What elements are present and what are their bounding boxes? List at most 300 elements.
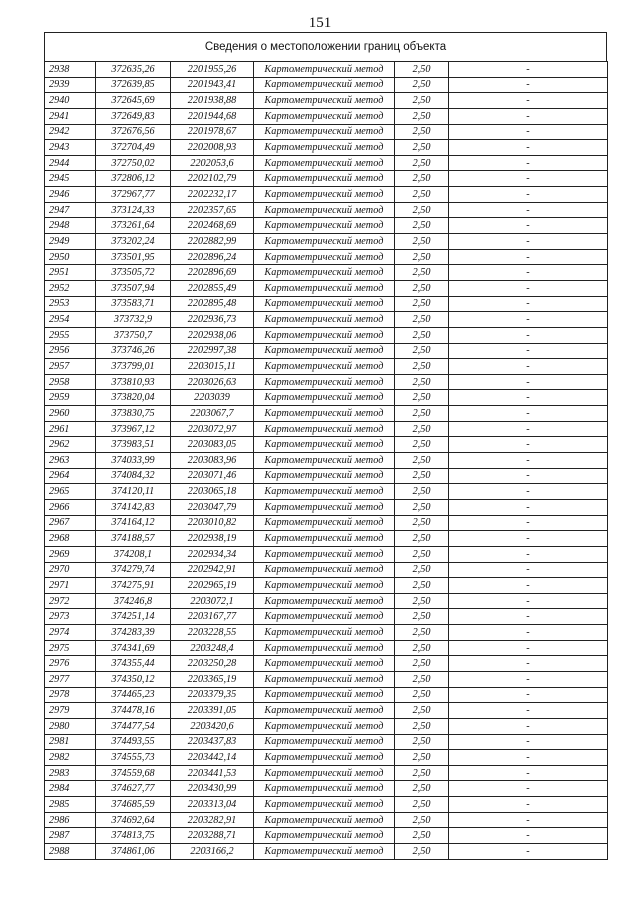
x-coordinate-cell: 372704,49 bbox=[96, 140, 171, 156]
description-cell: - bbox=[449, 640, 608, 656]
x-coordinate-cell: 373501,95 bbox=[96, 249, 171, 265]
method-cell: Картометрический метод bbox=[254, 202, 395, 218]
table-row bbox=[45, 578, 608, 594]
point-number-cell: 2946 bbox=[45, 187, 96, 203]
description-cell: - bbox=[449, 718, 608, 734]
table-row bbox=[45, 703, 608, 719]
y-coordinate-cell: 2203313,04 bbox=[171, 797, 254, 813]
method-cell: Картометрический метод bbox=[254, 406, 395, 422]
description-cell: - bbox=[449, 359, 608, 375]
description-cell: - bbox=[449, 625, 608, 641]
table-row bbox=[45, 781, 608, 797]
table-row bbox=[45, 437, 608, 453]
point-number-cell: 2977 bbox=[45, 671, 96, 687]
point-number-cell: 2951 bbox=[45, 265, 96, 281]
table-row bbox=[45, 765, 608, 781]
y-coordinate-cell: 2203248,4 bbox=[171, 640, 254, 656]
description-cell: - bbox=[449, 781, 608, 797]
table-row bbox=[45, 546, 608, 562]
description-cell: - bbox=[449, 77, 608, 93]
x-coordinate-cell: 373967,12 bbox=[96, 421, 171, 437]
method-cell: Картометрический метод bbox=[254, 280, 395, 296]
page-number: 151 bbox=[308, 15, 332, 31]
x-coordinate-cell: 374477,54 bbox=[96, 718, 171, 734]
method-cell: Картометрический метод bbox=[254, 515, 395, 531]
method-cell: Картометрический метод bbox=[254, 155, 395, 171]
x-coordinate-cell: 373124,33 bbox=[96, 202, 171, 218]
description-cell: - bbox=[449, 734, 608, 750]
y-coordinate-cell: 2202882,99 bbox=[171, 234, 254, 250]
accuracy-cell: 2,50 bbox=[395, 108, 449, 124]
accuracy-cell: 2,50 bbox=[395, 171, 449, 187]
description-cell: - bbox=[449, 280, 608, 296]
description-cell: - bbox=[449, 93, 608, 109]
point-number-cell: 2954 bbox=[45, 312, 96, 328]
table-row bbox=[45, 155, 608, 171]
point-number-cell: 2958 bbox=[45, 374, 96, 390]
table-row bbox=[45, 640, 608, 656]
accuracy-cell: 2,50 bbox=[395, 531, 449, 547]
table-row bbox=[45, 202, 608, 218]
point-number-cell: 2960 bbox=[45, 406, 96, 422]
point-number-cell: 2944 bbox=[45, 155, 96, 171]
y-coordinate-cell: 2203039 bbox=[171, 390, 254, 406]
table-row bbox=[45, 734, 608, 750]
x-coordinate-cell: 374084,32 bbox=[96, 468, 171, 484]
y-coordinate-cell: 2203288,71 bbox=[171, 828, 254, 844]
x-coordinate-cell: 373505,72 bbox=[96, 265, 171, 281]
y-coordinate-cell: 2202895,48 bbox=[171, 296, 254, 312]
description-cell: - bbox=[449, 812, 608, 828]
y-coordinate-cell: 2203430,99 bbox=[171, 781, 254, 797]
table-row bbox=[45, 499, 608, 515]
table-row bbox=[45, 296, 608, 312]
y-coordinate-cell: 2203065,18 bbox=[171, 484, 254, 500]
point-number-cell: 2959 bbox=[45, 390, 96, 406]
table-row bbox=[45, 515, 608, 531]
method-cell: Картометрический метод bbox=[254, 218, 395, 234]
table-row bbox=[45, 625, 608, 641]
method-cell: Картометрический метод bbox=[254, 656, 395, 672]
table-row bbox=[45, 390, 608, 406]
description-cell: - bbox=[449, 671, 608, 687]
description-cell: - bbox=[449, 343, 608, 359]
method-cell: Картометрический метод bbox=[254, 609, 395, 625]
table-row bbox=[45, 234, 608, 250]
point-number-cell: 2974 bbox=[45, 625, 96, 641]
point-number-cell: 2970 bbox=[45, 562, 96, 578]
accuracy-cell: 2,50 bbox=[395, 359, 449, 375]
x-coordinate-cell: 374120,11 bbox=[96, 484, 171, 500]
description-cell: - bbox=[449, 797, 608, 813]
x-coordinate-cell: 374559,68 bbox=[96, 765, 171, 781]
x-coordinate-cell: 374692,64 bbox=[96, 812, 171, 828]
y-coordinate-cell: 2203071,46 bbox=[171, 468, 254, 484]
x-coordinate-cell: 374478,16 bbox=[96, 703, 171, 719]
method-cell: Картометрический метод bbox=[254, 797, 395, 813]
table-title: Сведения о местоположении границ объекта bbox=[44, 32, 607, 61]
y-coordinate-cell: 2203250,28 bbox=[171, 656, 254, 672]
accuracy-cell: 2,50 bbox=[395, 515, 449, 531]
description-cell: - bbox=[449, 453, 608, 469]
method-cell: Картометрический метод bbox=[254, 703, 395, 719]
y-coordinate-cell: 2203228,55 bbox=[171, 625, 254, 641]
x-coordinate-cell: 372649,83 bbox=[96, 108, 171, 124]
x-coordinate-cell: 374813,75 bbox=[96, 828, 171, 844]
accuracy-cell: 2,50 bbox=[395, 327, 449, 343]
point-number-cell: 2940 bbox=[45, 93, 96, 109]
method-cell: Картометрический метод bbox=[254, 828, 395, 844]
table-row bbox=[45, 562, 608, 578]
y-coordinate-cell: 2202942,91 bbox=[171, 562, 254, 578]
y-coordinate-cell: 2202938,06 bbox=[171, 327, 254, 343]
point-number-cell: 2938 bbox=[45, 62, 96, 78]
accuracy-cell: 2,50 bbox=[395, 844, 449, 860]
accuracy-cell: 2,50 bbox=[395, 77, 449, 93]
y-coordinate-cell: 2202934,34 bbox=[171, 546, 254, 562]
y-coordinate-cell: 2202938,19 bbox=[171, 531, 254, 547]
x-coordinate-cell: 372635,26 bbox=[96, 62, 171, 78]
y-coordinate-cell: 2202936,73 bbox=[171, 312, 254, 328]
x-coordinate-cell: 374033,99 bbox=[96, 453, 171, 469]
y-coordinate-cell: 2203437,83 bbox=[171, 734, 254, 750]
method-cell: Картометрический метод bbox=[254, 671, 395, 687]
accuracy-cell: 2,50 bbox=[395, 687, 449, 703]
table-row bbox=[45, 750, 608, 766]
point-number-cell: 2966 bbox=[45, 499, 96, 515]
description-cell: - bbox=[449, 515, 608, 531]
x-coordinate-cell: 372750,02 bbox=[96, 155, 171, 171]
y-coordinate-cell: 2203167,77 bbox=[171, 609, 254, 625]
accuracy-cell: 2,50 bbox=[395, 703, 449, 719]
description-cell: - bbox=[449, 421, 608, 437]
x-coordinate-cell: 374251,14 bbox=[96, 609, 171, 625]
point-number-cell: 2983 bbox=[45, 765, 96, 781]
y-coordinate-cell: 2201943,41 bbox=[171, 77, 254, 93]
accuracy-cell: 2,50 bbox=[395, 202, 449, 218]
method-cell: Картометрический метод bbox=[254, 765, 395, 781]
method-cell: Картометрический метод bbox=[254, 374, 395, 390]
y-coordinate-cell: 2203282,91 bbox=[171, 812, 254, 828]
table-row bbox=[45, 124, 608, 140]
description-cell: - bbox=[449, 406, 608, 422]
y-coordinate-cell: 2202102,79 bbox=[171, 171, 254, 187]
method-cell: Картометрический метод bbox=[254, 750, 395, 766]
y-coordinate-cell: 2203072,97 bbox=[171, 421, 254, 437]
method-cell: Картометрический метод bbox=[254, 781, 395, 797]
point-number-cell: 2947 bbox=[45, 202, 96, 218]
y-coordinate-cell: 2202232,17 bbox=[171, 187, 254, 203]
x-coordinate-cell: 374142,83 bbox=[96, 499, 171, 515]
accuracy-cell: 2,50 bbox=[395, 296, 449, 312]
table-row bbox=[45, 218, 608, 234]
x-coordinate-cell: 374861,06 bbox=[96, 844, 171, 860]
method-cell: Картометрический метод bbox=[254, 421, 395, 437]
y-coordinate-cell: 2202468,69 bbox=[171, 218, 254, 234]
accuracy-cell: 2,50 bbox=[395, 718, 449, 734]
accuracy-cell: 2,50 bbox=[395, 640, 449, 656]
x-coordinate-cell: 374350,12 bbox=[96, 671, 171, 687]
y-coordinate-cell: 2202053,6 bbox=[171, 155, 254, 171]
y-coordinate-cell: 2201955,26 bbox=[171, 62, 254, 78]
method-cell: Картометрический метод bbox=[254, 77, 395, 93]
point-number-cell: 2961 bbox=[45, 421, 96, 437]
point-number-cell: 2987 bbox=[45, 828, 96, 844]
point-number-cell: 2972 bbox=[45, 593, 96, 609]
method-cell: Картометрический метод bbox=[254, 327, 395, 343]
table-row bbox=[45, 265, 608, 281]
method-cell: Картометрический метод bbox=[254, 296, 395, 312]
accuracy-cell: 2,50 bbox=[395, 484, 449, 500]
x-coordinate-cell: 373750,7 bbox=[96, 327, 171, 343]
point-number-cell: 2984 bbox=[45, 781, 96, 797]
description-cell: - bbox=[449, 609, 608, 625]
accuracy-cell: 2,50 bbox=[395, 797, 449, 813]
method-cell: Картометрический метод bbox=[254, 844, 395, 860]
accuracy-cell: 2,50 bbox=[395, 265, 449, 281]
table-row bbox=[45, 468, 608, 484]
accuracy-cell: 2,50 bbox=[395, 140, 449, 156]
point-number-cell: 2981 bbox=[45, 734, 96, 750]
table-row bbox=[45, 812, 608, 828]
y-coordinate-cell: 2203072,1 bbox=[171, 593, 254, 609]
description-cell: - bbox=[449, 327, 608, 343]
point-number-cell: 2950 bbox=[45, 249, 96, 265]
x-coordinate-cell: 373820,04 bbox=[96, 390, 171, 406]
table-row bbox=[45, 280, 608, 296]
x-coordinate-cell: 374279,74 bbox=[96, 562, 171, 578]
x-coordinate-cell: 373799,01 bbox=[96, 359, 171, 375]
y-coordinate-cell: 2203391,05 bbox=[171, 703, 254, 719]
method-cell: Картометрический метод bbox=[254, 453, 395, 469]
x-coordinate-cell: 374555,73 bbox=[96, 750, 171, 766]
method-cell: Картометрический метод bbox=[254, 625, 395, 641]
y-coordinate-cell: 2202896,69 bbox=[171, 265, 254, 281]
point-number-cell: 2978 bbox=[45, 687, 96, 703]
description-cell: - bbox=[449, 844, 608, 860]
method-cell: Картометрический метод bbox=[254, 312, 395, 328]
x-coordinate-cell: 373583,71 bbox=[96, 296, 171, 312]
x-coordinate-cell: 373732,9 bbox=[96, 312, 171, 328]
table-row bbox=[45, 593, 608, 609]
accuracy-cell: 2,50 bbox=[395, 499, 449, 515]
y-coordinate-cell: 2203047,79 bbox=[171, 499, 254, 515]
y-coordinate-cell: 2203420,6 bbox=[171, 718, 254, 734]
y-coordinate-cell: 2202008,93 bbox=[171, 140, 254, 156]
description-cell: - bbox=[449, 312, 608, 328]
point-number-cell: 2943 bbox=[45, 140, 96, 156]
method-cell: Картометрический метод bbox=[254, 343, 395, 359]
y-coordinate-cell: 2203083,96 bbox=[171, 453, 254, 469]
table-row bbox=[45, 453, 608, 469]
accuracy-cell: 2,50 bbox=[395, 828, 449, 844]
point-number-cell: 2955 bbox=[45, 327, 96, 343]
accuracy-cell: 2,50 bbox=[395, 280, 449, 296]
table-row bbox=[45, 844, 608, 860]
description-cell: - bbox=[449, 703, 608, 719]
x-coordinate-cell: 374465,23 bbox=[96, 687, 171, 703]
accuracy-cell: 2,50 bbox=[395, 765, 449, 781]
description-cell: - bbox=[449, 296, 608, 312]
accuracy-cell: 2,50 bbox=[395, 468, 449, 484]
table-row bbox=[45, 406, 608, 422]
accuracy-cell: 2,50 bbox=[395, 734, 449, 750]
table-row bbox=[45, 62, 608, 78]
method-cell: Картометрический метод bbox=[254, 249, 395, 265]
table-row bbox=[45, 374, 608, 390]
accuracy-cell: 2,50 bbox=[395, 578, 449, 594]
x-coordinate-cell: 372639,85 bbox=[96, 77, 171, 93]
accuracy-cell: 2,50 bbox=[395, 750, 449, 766]
point-number-cell: 2962 bbox=[45, 437, 96, 453]
method-cell: Картометрический метод bbox=[254, 171, 395, 187]
table-row bbox=[45, 484, 608, 500]
description-cell: - bbox=[449, 656, 608, 672]
point-number-cell: 2963 bbox=[45, 453, 96, 469]
accuracy-cell: 2,50 bbox=[395, 124, 449, 140]
method-cell: Картометрический метод bbox=[254, 265, 395, 281]
table-row bbox=[45, 421, 608, 437]
y-coordinate-cell: 2203083,05 bbox=[171, 437, 254, 453]
table-row bbox=[45, 671, 608, 687]
description-cell: - bbox=[449, 468, 608, 484]
table-row bbox=[45, 609, 608, 625]
point-number-cell: 2952 bbox=[45, 280, 96, 296]
table-row bbox=[45, 108, 608, 124]
description-cell: - bbox=[449, 499, 608, 515]
table-row bbox=[45, 797, 608, 813]
x-coordinate-cell: 373746,26 bbox=[96, 343, 171, 359]
description-cell: - bbox=[449, 437, 608, 453]
y-coordinate-cell: 2203365,19 bbox=[171, 671, 254, 687]
y-coordinate-cell: 2201978,67 bbox=[171, 124, 254, 140]
description-cell: - bbox=[449, 562, 608, 578]
table-row bbox=[45, 187, 608, 203]
accuracy-cell: 2,50 bbox=[395, 62, 449, 78]
method-cell: Картометрический метод bbox=[254, 640, 395, 656]
y-coordinate-cell: 2203015,11 bbox=[171, 359, 254, 375]
point-number-cell: 2976 bbox=[45, 656, 96, 672]
accuracy-cell: 2,50 bbox=[395, 546, 449, 562]
boundary-table-sheet bbox=[44, 32, 607, 860]
accuracy-cell: 2,50 bbox=[395, 406, 449, 422]
accuracy-cell: 2,50 bbox=[395, 187, 449, 203]
x-coordinate-cell: 374208,1 bbox=[96, 546, 171, 562]
point-number-cell: 2945 bbox=[45, 171, 96, 187]
point-number-cell: 2953 bbox=[45, 296, 96, 312]
table-row bbox=[45, 343, 608, 359]
point-number-cell: 2942 bbox=[45, 124, 96, 140]
point-number-cell: 2973 bbox=[45, 609, 96, 625]
point-number-cell: 2980 bbox=[45, 718, 96, 734]
description-cell: - bbox=[449, 750, 608, 766]
table-row bbox=[45, 656, 608, 672]
y-coordinate-cell: 2202965,19 bbox=[171, 578, 254, 594]
x-coordinate-cell: 374627,77 bbox=[96, 781, 171, 797]
point-number-cell: 2971 bbox=[45, 578, 96, 594]
description-cell: - bbox=[449, 187, 608, 203]
method-cell: Картометрический метод bbox=[254, 140, 395, 156]
accuracy-cell: 2,50 bbox=[395, 374, 449, 390]
description-cell: - bbox=[449, 765, 608, 781]
x-coordinate-cell: 373261,64 bbox=[96, 218, 171, 234]
accuracy-cell: 2,50 bbox=[395, 421, 449, 437]
table-row bbox=[45, 140, 608, 156]
x-coordinate-cell: 374685,59 bbox=[96, 797, 171, 813]
x-coordinate-cell: 374188,57 bbox=[96, 531, 171, 547]
x-coordinate-cell: 374355,44 bbox=[96, 656, 171, 672]
accuracy-cell: 2,50 bbox=[395, 343, 449, 359]
method-cell: Картометрический метод bbox=[254, 234, 395, 250]
y-coordinate-cell: 2203166,2 bbox=[171, 844, 254, 860]
table-row bbox=[45, 77, 608, 93]
point-number-cell: 2957 bbox=[45, 359, 96, 375]
point-number-cell: 2986 bbox=[45, 812, 96, 828]
point-number-cell: 2956 bbox=[45, 343, 96, 359]
description-cell: - bbox=[449, 124, 608, 140]
y-coordinate-cell: 2202855,49 bbox=[171, 280, 254, 296]
description-cell: - bbox=[449, 265, 608, 281]
x-coordinate-cell: 372676,56 bbox=[96, 124, 171, 140]
accuracy-cell: 2,50 bbox=[395, 155, 449, 171]
x-coordinate-cell: 374341,69 bbox=[96, 640, 171, 656]
method-cell: Картометрический метод bbox=[254, 93, 395, 109]
accuracy-cell: 2,50 bbox=[395, 390, 449, 406]
description-cell: - bbox=[449, 234, 608, 250]
description-cell: - bbox=[449, 531, 608, 547]
description-cell: - bbox=[449, 155, 608, 171]
accuracy-cell: 2,50 bbox=[395, 671, 449, 687]
x-coordinate-cell: 373810,93 bbox=[96, 374, 171, 390]
point-number-cell: 2965 bbox=[45, 484, 96, 500]
accuracy-cell: 2,50 bbox=[395, 249, 449, 265]
method-cell: Картометрический метод bbox=[254, 578, 395, 594]
method-cell: Картометрический метод bbox=[254, 687, 395, 703]
table-row bbox=[45, 327, 608, 343]
table-row bbox=[45, 171, 608, 187]
accuracy-cell: 2,50 bbox=[395, 312, 449, 328]
table-row bbox=[45, 312, 608, 328]
description-cell: - bbox=[449, 140, 608, 156]
method-cell: Картометрический метод bbox=[254, 812, 395, 828]
point-number-cell: 2939 bbox=[45, 77, 96, 93]
table-body bbox=[45, 62, 608, 860]
description-cell: - bbox=[449, 171, 608, 187]
method-cell: Картометрический метод bbox=[254, 62, 395, 78]
y-coordinate-cell: 2201944,68 bbox=[171, 108, 254, 124]
method-cell: Картометрический метод bbox=[254, 734, 395, 750]
table-row bbox=[45, 687, 608, 703]
y-coordinate-cell: 2203026,63 bbox=[171, 374, 254, 390]
method-cell: Картометрический метод bbox=[254, 468, 395, 484]
x-coordinate-cell: 374283,39 bbox=[96, 625, 171, 641]
table-row bbox=[45, 718, 608, 734]
y-coordinate-cell: 2203441,53 bbox=[171, 765, 254, 781]
table-row bbox=[45, 359, 608, 375]
x-coordinate-cell: 374493,55 bbox=[96, 734, 171, 750]
x-coordinate-cell: 373202,24 bbox=[96, 234, 171, 250]
x-coordinate-cell: 374275,91 bbox=[96, 578, 171, 594]
y-coordinate-cell: 2203379,35 bbox=[171, 687, 254, 703]
x-coordinate-cell: 374164,12 bbox=[96, 515, 171, 531]
method-cell: Картометрический метод bbox=[254, 187, 395, 203]
x-coordinate-cell: 373983,51 bbox=[96, 437, 171, 453]
x-coordinate-cell: 374246,8 bbox=[96, 593, 171, 609]
point-number-cell: 2969 bbox=[45, 546, 96, 562]
table-row bbox=[45, 93, 608, 109]
method-cell: Картометрический метод bbox=[254, 562, 395, 578]
accuracy-cell: 2,50 bbox=[395, 437, 449, 453]
